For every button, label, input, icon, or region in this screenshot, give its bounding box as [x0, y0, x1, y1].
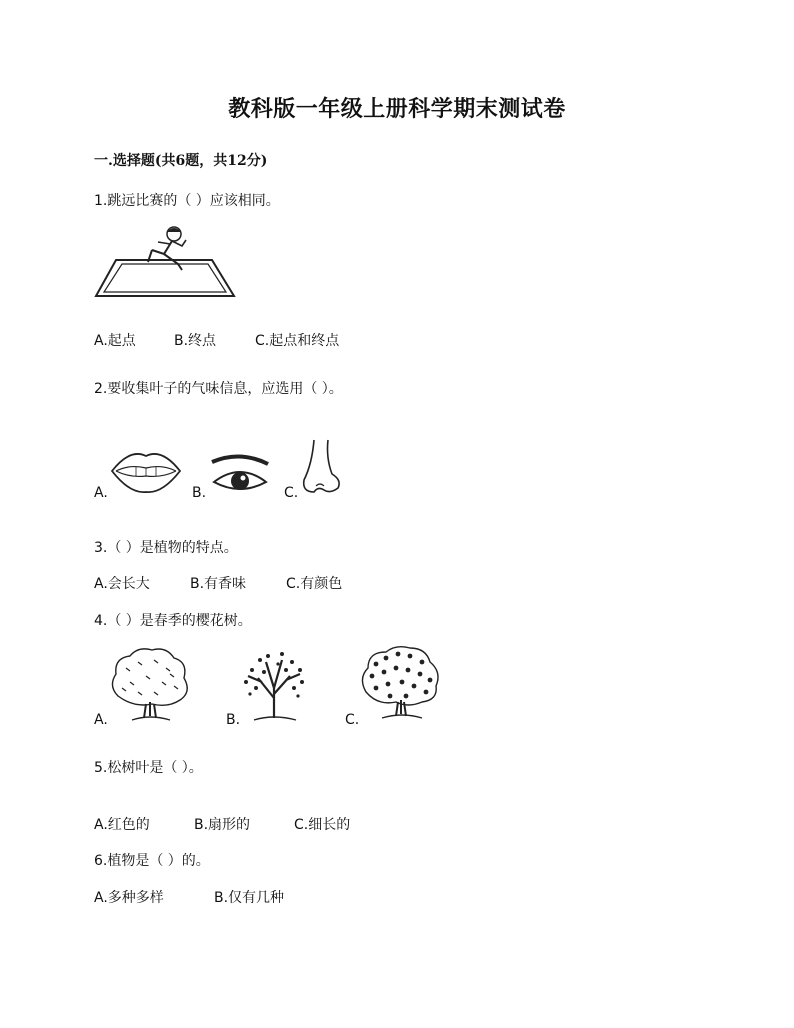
section-heading: 一.选择题(共6题，共12分)	[94, 153, 268, 169]
q5-option-c[interactable]: C.细长的	[294, 817, 351, 833]
q6-option-a[interactable]: A.多种多样	[94, 890, 164, 906]
question-3: 3.（ ）是植物的特点。	[94, 540, 238, 556]
q4-option-a[interactable]: A.	[94, 712, 108, 728]
q2-option-c[interactable]: C.	[284, 485, 299, 501]
tree-c-picture	[358, 644, 442, 724]
question-2: 2.要收集叶子的气味信息，应选用（ ）。	[94, 381, 343, 397]
question-1: 1.跳远比赛的（ ）应该相同。	[94, 193, 280, 209]
q3-option-b[interactable]: B.有香味	[190, 576, 247, 592]
q4-option-b[interactable]: B.	[226, 712, 241, 728]
tree-b-picture	[238, 648, 310, 726]
q1-option-c[interactable]: C.起点和终点	[255, 333, 340, 349]
tree-a-picture	[108, 646, 190, 726]
q2-option-b[interactable]: B.	[192, 485, 207, 501]
page-title: 教科版一年级上册科学期末测试卷	[228, 96, 566, 122]
q5-option-a[interactable]: A.红色的	[94, 817, 150, 833]
q1-option-a[interactable]: A.起点	[94, 333, 136, 349]
question-6: 6.植物是（ ）的。	[94, 853, 210, 869]
mouth-picture	[110, 446, 182, 496]
q5-option-b[interactable]: B.扇形的	[194, 817, 251, 833]
long-jump-picture	[94, 224, 238, 300]
eye-picture	[208, 452, 272, 498]
q3-option-c[interactable]: C.有颜色	[286, 576, 343, 592]
q6-option-b[interactable]: B.仅有几种	[214, 890, 285, 906]
question-5: 5.松树叶是（ ）。	[94, 760, 203, 776]
q3-option-a[interactable]: A.会长大	[94, 576, 150, 592]
question-4: 4.（ ）是春季的樱花树。	[94, 613, 252, 629]
q4-option-c[interactable]: C.	[345, 712, 360, 728]
q2-option-a[interactable]: A.	[94, 485, 108, 501]
q1-option-b[interactable]: B.终点	[174, 333, 217, 349]
nose-picture	[300, 438, 344, 496]
